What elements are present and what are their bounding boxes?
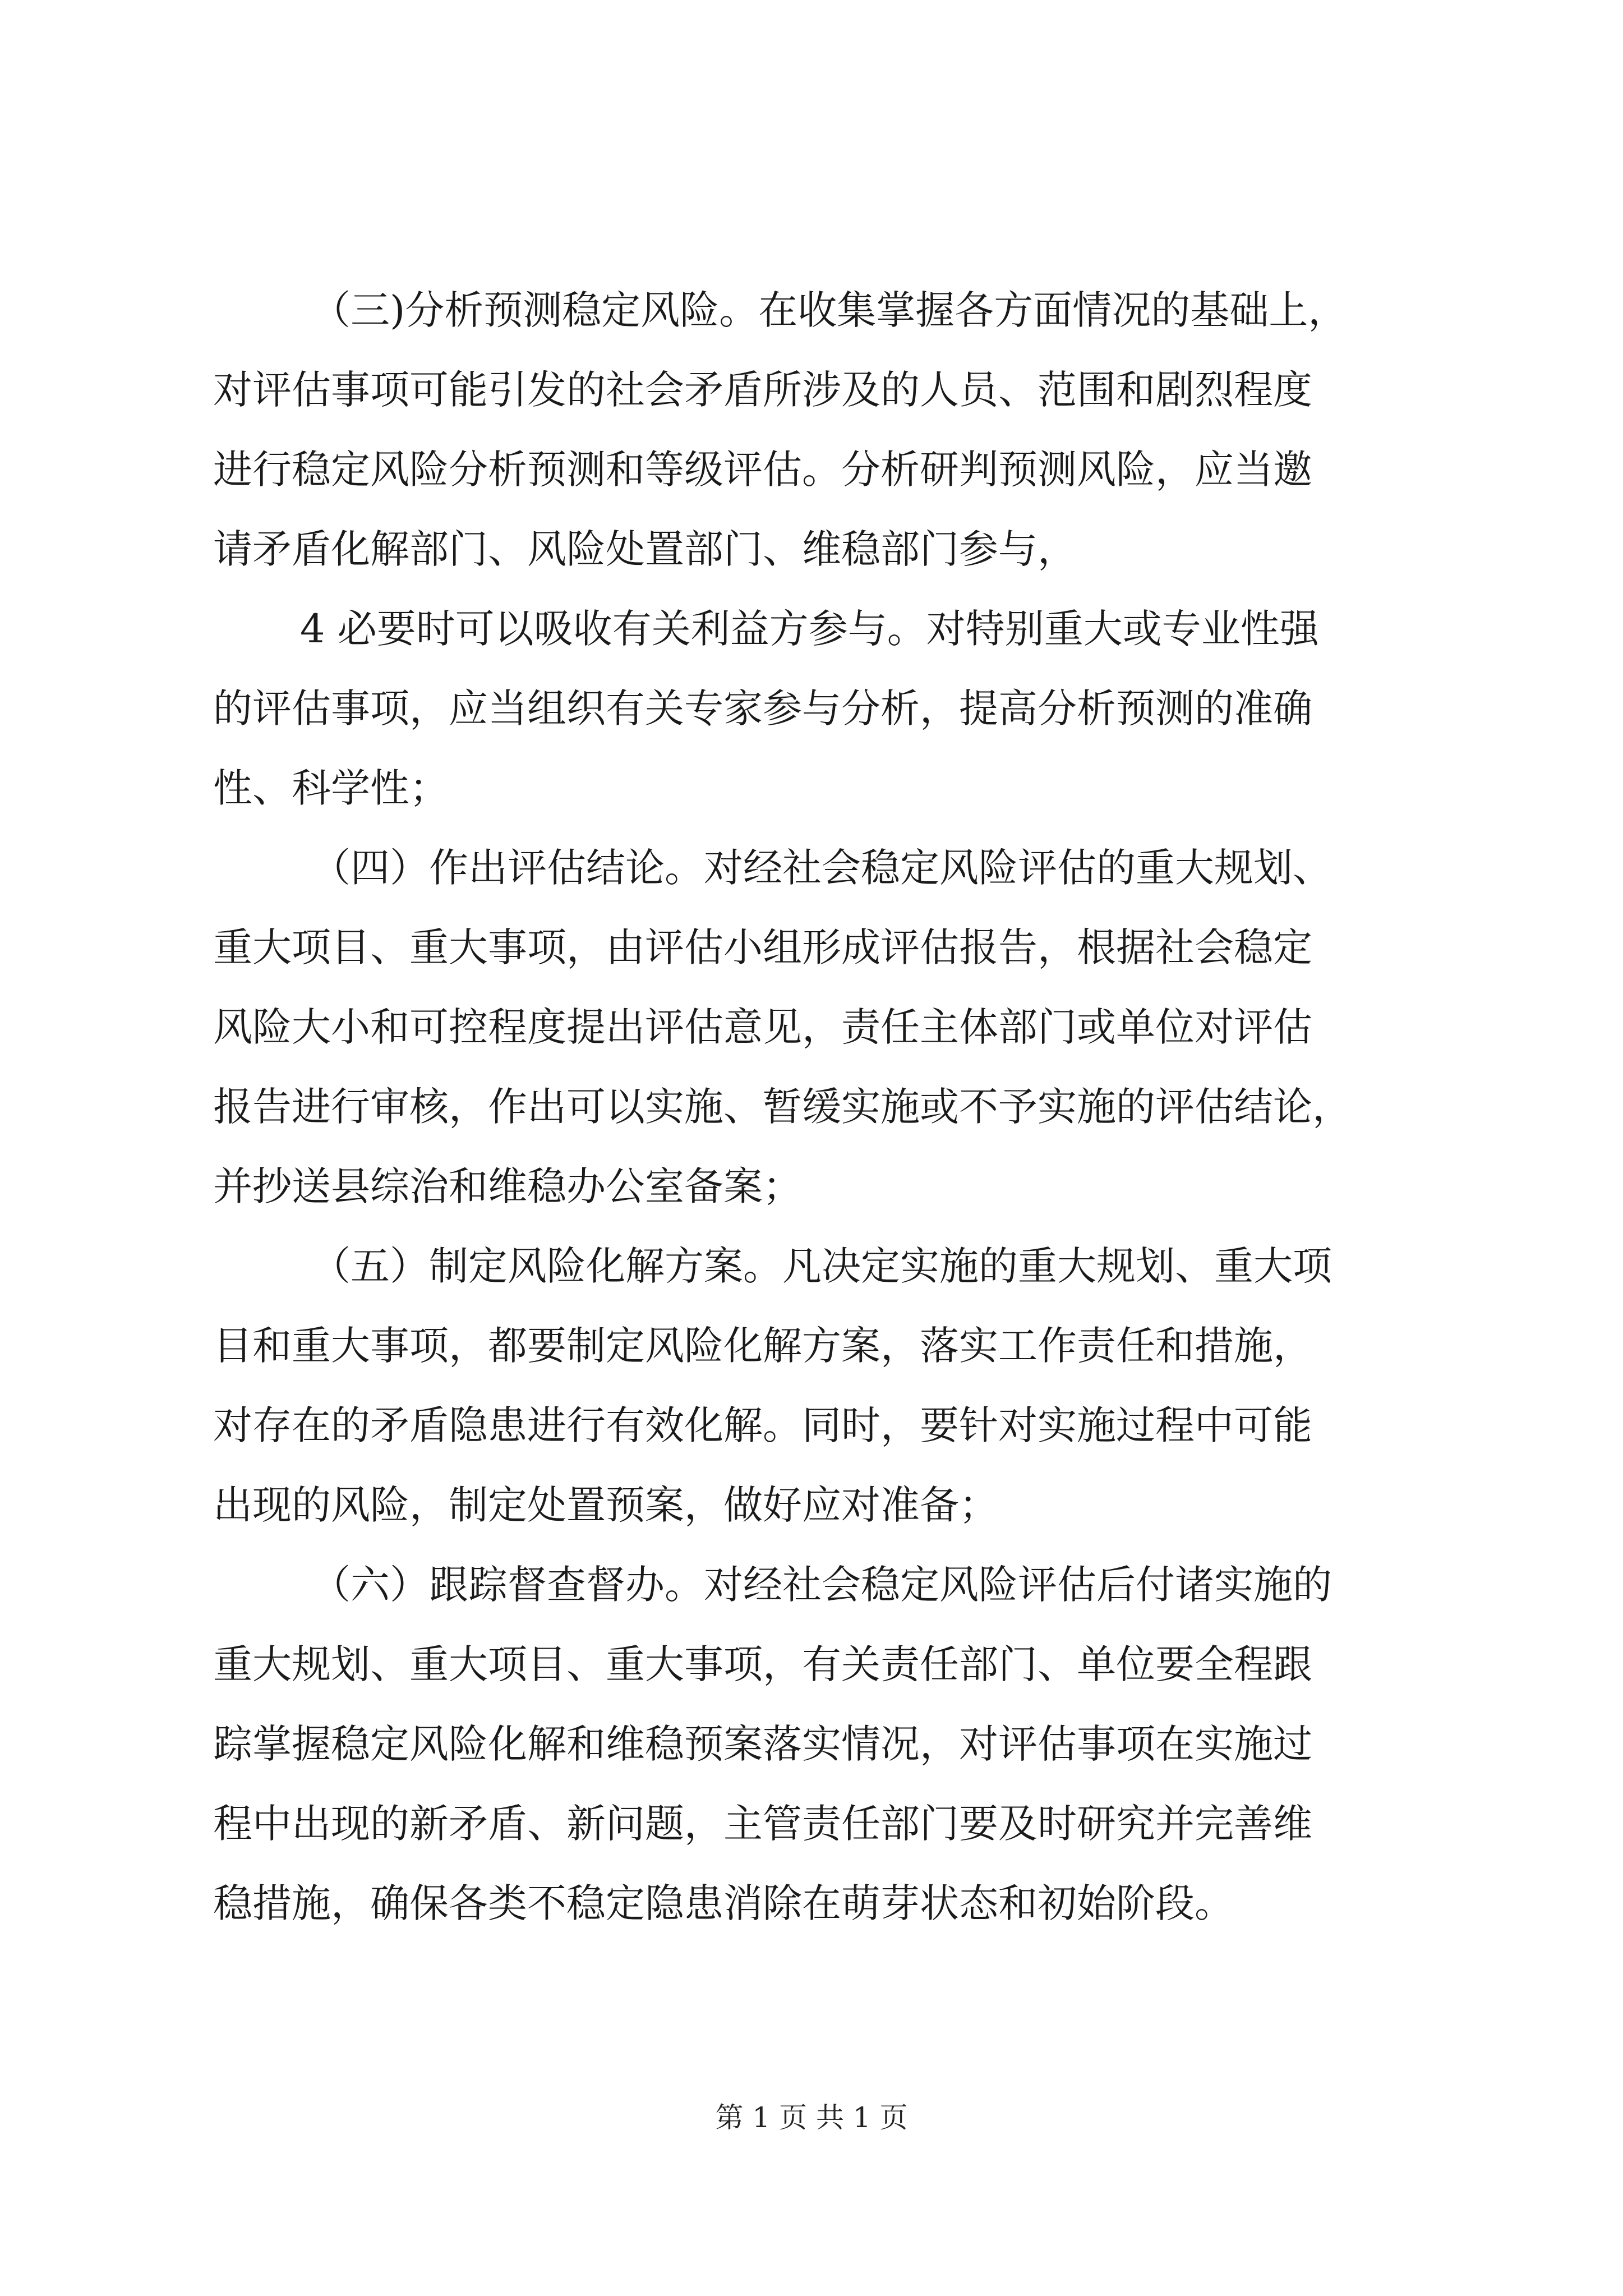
paragraph-4-line-2: 重大项目、重大事项，由评估小组形成评估报告，根据社会稳定 — [213, 924, 1312, 970]
paragraph-6-line-1: （六）跟踪督查督办。对经社会稳定风险评估后付诸实施的 — [311, 1562, 1332, 1608]
paragraph-6-line-5: 稳措施，确保各类不稳定隐患消除在萌芽状态和初始阶段。 — [213, 1880, 1234, 1926]
paragraph-4-line-5: 并抄送县综治和维稳办公室备案； — [213, 1163, 802, 1209]
paragraph-6-line-4: 程中出现的新矛盾、新问题，主管责任部门要及时研究并完善维 — [213, 1801, 1312, 1847]
paragraph-4-line-3: 风险大小和可控程度提出评估意见，责任主体部门或单位对评估 — [213, 1004, 1312, 1050]
paragraph-6-line-2: 重大规划、重大项目、重大事项，有关责任部门、单位要全程跟 — [213, 1641, 1312, 1687]
paragraph-3-line-1: （三)分析预测稳定风险。在收集掌握各方面情况的基础上， — [311, 287, 1348, 333]
paragraph-5-line-3: 对存在的矛盾隐患进行有效化解。同时，要针对实施过程中可能 — [213, 1402, 1312, 1448]
paragraph-5-line-1: （五）制定风险化解方案。凡决定实施的重大规划、重大项 — [311, 1243, 1332, 1289]
paragraph-3b-line-3: 性、科学性； — [213, 765, 449, 811]
paragraph-3-line-2: 对评估事项可能引发的社会矛盾所涉及的人员、范围和剧烈程度 — [213, 367, 1312, 413]
paragraph-3-line-3: 进行稳定风险分析预测和等级评估。分析研判预测风险，应当邀 — [213, 447, 1312, 493]
paragraph-3b-line-1: 4 必要时可以吸收有关利益方参与。对特别重大或专业性强 — [300, 606, 1319, 652]
paragraph-5-line-4: 出现的风险，制定处置预案，做好应对准备； — [213, 1482, 998, 1528]
paragraph-5-line-2: 目和重大事项，都要制定风险化解方案，落实工作责任和措施， — [213, 1323, 1312, 1369]
paragraph-4-line-4: 报告进行审核，作出可以实施、暂缓实施或不予实施的评估结论， — [213, 1084, 1352, 1130]
paragraph-6-line-3: 踪掌握稳定风险化解和维稳预案落实情况，对评估事项在实施过 — [213, 1721, 1312, 1767]
page-footer: 第 1 页 共 1 页 — [715, 2101, 908, 2134]
paragraph-3-line-4: 请矛盾化解部门、风险处置部门、维稳部门参与， — [213, 526, 1077, 572]
paragraph-3b-line-2: 的评估事项，应当组织有关专家参与分析，提高分析预测的准确 — [213, 685, 1312, 731]
paragraph-4-line-1: （四）作出评估结论。对经社会稳定风险评估的重大规划、 — [311, 845, 1332, 891]
document-body — [213, 270, 1417, 1943]
